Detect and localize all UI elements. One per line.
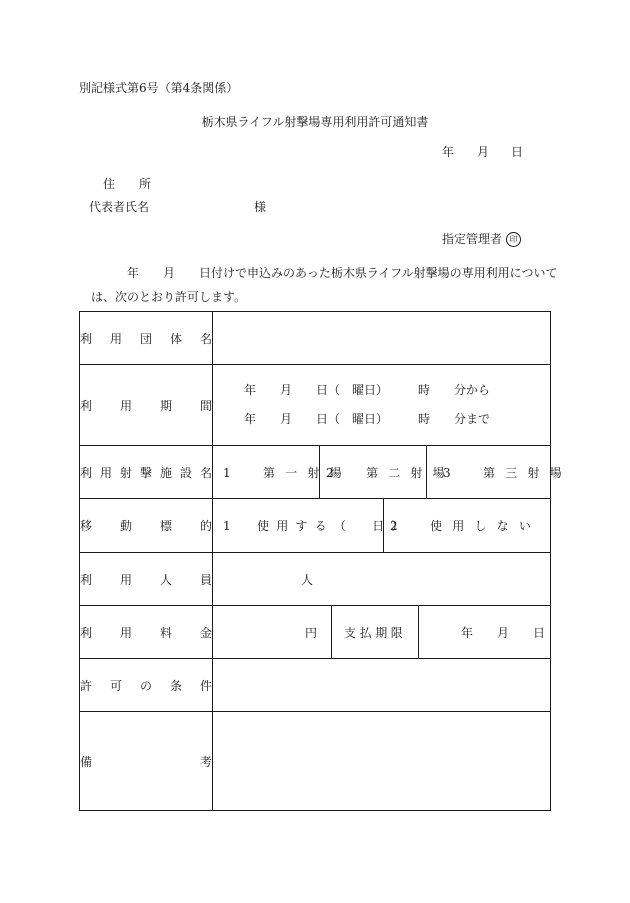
permit-form-table [79,311,572,811]
intro-line-2: は、次のとおり許可します。 [91,290,247,304]
representative-label: 代表者氏名 [89,200,150,214]
users-unit: 人 [301,572,314,587]
row-users [80,553,551,606]
users-field[interactable] [213,553,551,606]
period-lines [213,376,550,434]
org-name-field[interactable] [213,312,551,365]
moving-target-label: 移動標的 [80,499,213,553]
fee-field[interactable] [213,606,331,658]
deadline-date: 年 月 日 [460,625,545,640]
org-name-label: 利用団体名 [80,312,213,365]
row-organization [80,312,551,365]
deadline-field[interactable] [418,606,550,658]
period-field[interactable] [213,365,551,446]
conditions-field[interactable] [213,659,551,712]
row-fee [80,606,551,659]
facility-option-3[interactable]: 3 第三射場 [426,446,572,498]
facility-option-2[interactable]: 2 第二射場 [319,446,426,498]
fee-label: 利用料金 [80,606,213,659]
date-day: 日 [511,145,524,159]
remarks-field[interactable] [213,712,551,811]
row-period [80,365,551,446]
moving-target-options [213,499,550,552]
period-label: 利用期間 [80,365,213,446]
moving-target-option-2[interactable]: 2 使用しない [383,499,550,552]
facility-options [213,446,572,498]
date-month: 月 [477,145,490,159]
deadline-label: 支払期限 [331,606,418,658]
period-end: 年 月 日（ 曜日） 時 分まで [244,412,491,426]
facility-option-1[interactable]: 1 第一射場 [223,465,352,480]
moving-target-option-1[interactable]: 1 使用する（ 日） [223,519,411,533]
intro-line-1: 年 月 日付けで申込みのあった栃木県ライフル射撃場の専用利用について [127,266,558,280]
remarks-label: 備考 [80,712,213,811]
fee-unit: 円 [304,625,317,640]
form-number: 別記様式第6号（第4条関係） [79,81,239,95]
fee-row [213,606,550,658]
document-title: 栃木県ライフル射撃場専用利用許可通知書 [201,115,429,129]
row-remarks [80,712,551,811]
facility-label: 利用射撃施設名 [80,446,213,499]
seal-mark: 印 [506,232,521,247]
period-start: 年 月 日（ 曜日） 時 分から [244,383,491,397]
users-label: 利用人員 [80,553,213,606]
row-conditions [80,659,551,712]
date-year: 年 [442,145,455,159]
row-facility [80,446,551,499]
conditions-label: 許可の条件 [80,659,213,712]
honorific: 様 [254,200,267,214]
issuer-label: 指定管理者 [442,232,503,246]
address-label: 住 所 [103,177,152,191]
row-moving-target [80,499,551,553]
issuer-block [442,232,521,247]
